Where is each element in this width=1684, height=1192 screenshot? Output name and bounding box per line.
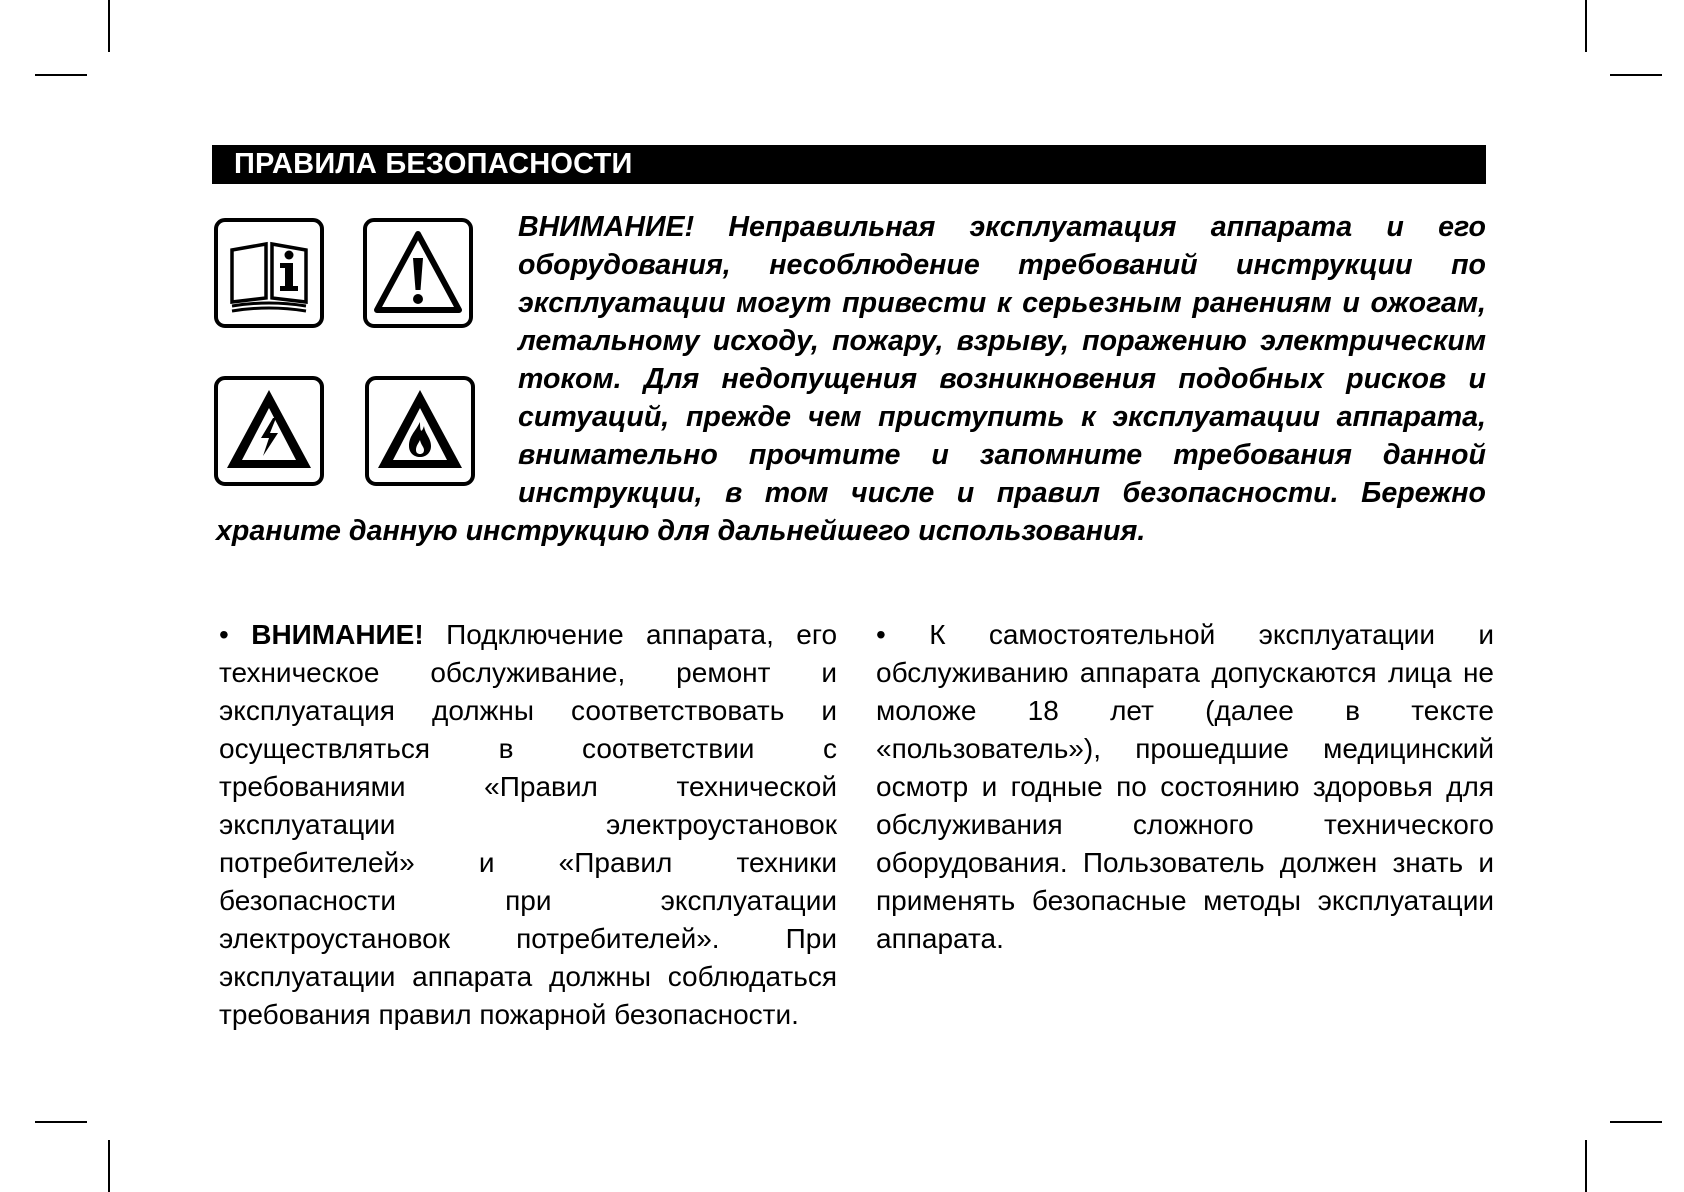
icon-area-spacer [216, 208, 518, 512]
crop-mark [108, 1140, 110, 1192]
left-column-text: Подключение аппарата, его техническое обслуживание, ремонт и эксплуатация должны соответствовать и осуществляться в соответствии с требованиями «Правил технической эксплуатации электроустановок потребителей» и «Правил техники безопасности при эксплуатации электроустановок потребителей». При эксплуатации аппарата должны соблюдаться требования правил пожарной безопасности. [219, 619, 838, 1030]
section-header-bar [212, 145, 1486, 184]
crop-mark [1585, 0, 1587, 52]
warning-paragraph [216, 208, 1486, 550]
right-column [876, 616, 1494, 958]
crop-mark [35, 1121, 87, 1123]
attention-lead: ВНИМАНИЕ! [251, 619, 424, 650]
bullet: • [876, 619, 886, 650]
crop-mark [35, 74, 87, 76]
right-column-text: К самостоятельной эксплуатации и обслуживанию аппарата допускаются лица не моложе 18 лет (далее в тексте «пользователь»), прошедшие медицинский осмотр и годные по состоянию здоровья для обслуживания сложного технического оборудования. Пользователь должен знать и применять безопасные методы эксплуатации аппарата. [876, 619, 1495, 954]
section-title: ПРАВИЛА БЕЗОПАСНОСТИ [234, 148, 633, 180]
crop-mark [108, 0, 110, 52]
bullet: • [219, 619, 229, 650]
crop-mark [1610, 1121, 1662, 1123]
crop-mark [1610, 74, 1662, 76]
crop-mark [1585, 1140, 1587, 1192]
warning-text: ВНИМАНИЕ! Неправильная эксплуатация аппарата и его оборудования, несоблюдение требований инструкции по эксплуатации могут привести к серьезным ранениям и ожогам, летальному исходу, пожару, взрыву, поражению электрическим током. Для недопущения возникновения подобных рисков и ситуаций, прежде чем приступить к эксплуатации аппарата, внимательно прочтите и запомните требования данной инструкции, в том числе и правил безопасности. Бережно храните данную инструкцию для дальнейшего использования. [216, 211, 1486, 547]
left-column [219, 616, 837, 1034]
